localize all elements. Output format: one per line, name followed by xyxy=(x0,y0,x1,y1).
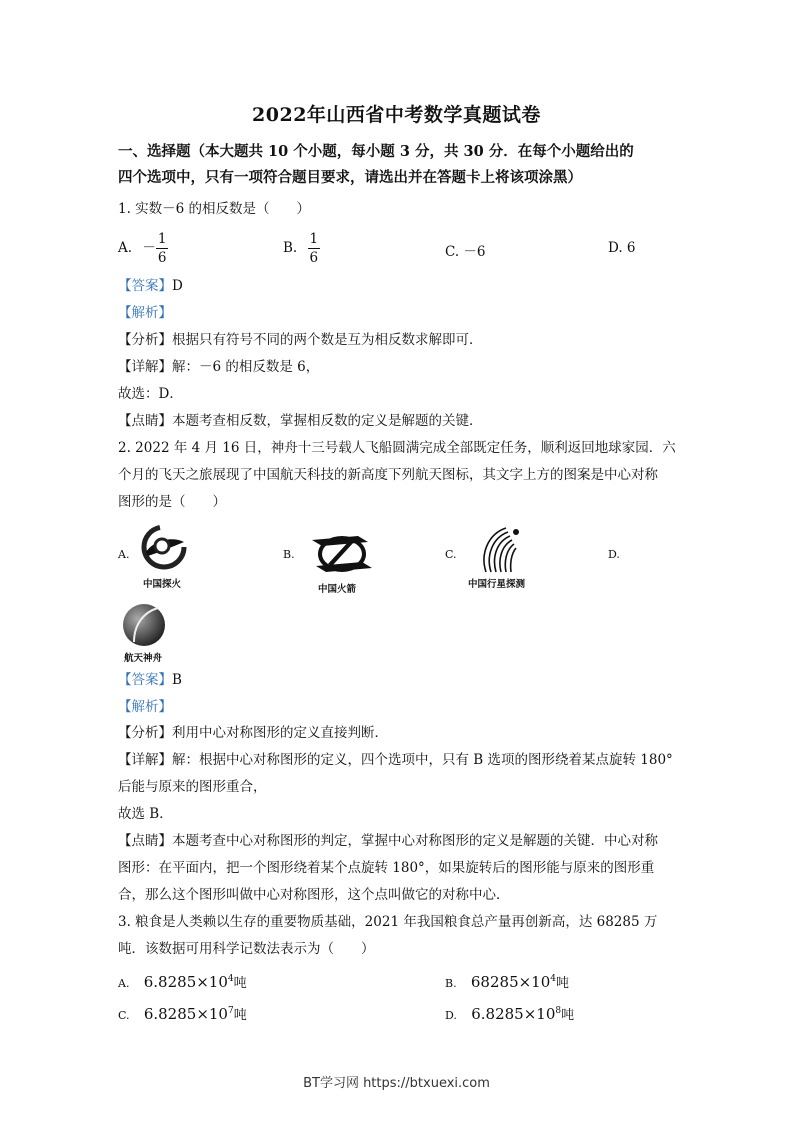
jiexi-tag: 【解析】 xyxy=(118,305,172,321)
q1-xiangjie xyxy=(118,358,319,376)
q2-dianjing-text1: 本题考查中心对称图形的判定，掌握中心对称图形的定义是解题的关键．中心对称 xyxy=(172,833,658,849)
q3-option-b-label: B. xyxy=(445,977,457,990)
q2-answer-value: B xyxy=(172,672,182,688)
q3-option-a-value xyxy=(144,973,234,991)
q1-fenxi-text: 根据只有符号不同的两个数是互为相反数求解即可． xyxy=(172,332,483,348)
q3-option-a-label: A. xyxy=(118,977,130,990)
q3-stem-line2: 吨．该数据可用科学记数法表示为（ ） xyxy=(118,941,375,957)
q2-xiangjie-line1 xyxy=(118,751,673,769)
q2-option-c-label: C. xyxy=(445,548,457,561)
q1-dianjing xyxy=(118,412,483,430)
jiexi-tag: 【解析】 xyxy=(118,699,172,715)
q2-option-d-label: D. xyxy=(608,548,620,561)
mars-exploration-logo-icon xyxy=(138,522,190,572)
dianjing-tag: 【点睛】 xyxy=(118,833,172,849)
answer-tag: 【答案】 xyxy=(118,672,172,688)
q3-option-d-exponent: 8 xyxy=(555,1006,562,1016)
q1-fenxi xyxy=(118,331,483,349)
q1-option-b-fraction xyxy=(308,230,321,267)
q1-option-a-sign: － xyxy=(142,240,156,256)
q2-stem-line1: 2. 2022 年 4 月 16 日，神舟十三号载人飞船圆满完成全部既定任务，顺利返回地球家园．六 xyxy=(118,440,676,456)
fenxi-tag: 【分析】 xyxy=(118,725,172,741)
q2-dianjing-line2: 图形：在平面内，把一个图形绕着某个点旋转 180°，如果旋转后的图形能与原来的图形重 xyxy=(118,860,655,876)
q1-answer-value: D xyxy=(172,278,183,294)
q1-jiexi xyxy=(118,304,172,322)
q2-jiexi xyxy=(118,698,172,716)
q2-dianjing-line1 xyxy=(118,832,658,850)
logo-c-caption: 中国行星探测 xyxy=(468,579,526,590)
q2-option-b-label: B. xyxy=(283,548,295,561)
q1-dianjing-text: 本题考查相反数，掌握相反数的定义是解题的关键． xyxy=(172,413,483,429)
q3-option-c xyxy=(118,1004,247,1023)
logo-b-caption: 中国火箭 xyxy=(318,584,357,595)
q2-guxuan: 故选 B． xyxy=(118,806,173,822)
fenxi-tag: 【分析】 xyxy=(118,332,172,348)
q3-option-b-exponent: 4 xyxy=(550,974,556,984)
q3-option-c-label: C. xyxy=(118,1009,130,1022)
q2-stem-line3: 图形的是（ ） xyxy=(118,494,226,510)
q1-option-a-fraction xyxy=(156,230,169,267)
q1-option-c: C. －6 xyxy=(445,244,486,260)
q1-option-d: D. 6 xyxy=(608,240,636,256)
q1-option-b-denominator: 6 xyxy=(309,250,319,266)
q1-guxuan: 故选：D． xyxy=(118,386,183,402)
q3-option-b-base: 68285×10 xyxy=(470,973,551,991)
q3-option-a-base: 6.8285×10 xyxy=(143,973,228,991)
q3-option-d-base: 6.8285×10 xyxy=(471,1005,556,1023)
q2-fenxi xyxy=(118,724,388,742)
page-title: 2022年山西省中考数学真题试卷 xyxy=(252,104,541,126)
section-heading-line2: 四个选项中，只有一项符合题目要求，请选出并在答题卡上将该项涂黑） xyxy=(118,169,582,186)
q1-answer xyxy=(118,277,183,295)
q3-option-d-value xyxy=(471,1005,561,1023)
q3-option-c-unit: 吨 xyxy=(233,1008,247,1023)
q1-option-b-label: B. xyxy=(283,240,298,256)
shenzhou-logo-icon xyxy=(120,602,168,648)
planetary-exploration-logo-icon xyxy=(476,524,532,576)
answer-tag: 【答案】 xyxy=(118,278,172,294)
q3-option-d-label: D. xyxy=(445,1009,457,1022)
q3-option-a-unit: 吨 xyxy=(233,976,247,991)
q1-option-a-numerator: 1 xyxy=(157,231,167,247)
q1-option-a xyxy=(118,230,168,267)
dianjing-tag: 【点睛】 xyxy=(118,413,172,429)
q1-xiangjie-text: 解：－6 的相反数是 6， xyxy=(172,359,320,375)
q3-option-d-unit: 吨 xyxy=(561,1008,575,1023)
q3-stem-line1: 3. 粮食是人类赖以生存的重要物质基础，2021 年我国粮食总产量再创新高，达 68285 万 xyxy=(118,914,658,930)
china-rocket-logo-icon xyxy=(308,530,376,578)
q1-option-a-label: A. xyxy=(118,240,133,256)
q2-xiangjie-line2: 后能与原来的图形重合， xyxy=(118,779,267,795)
q3-option-d xyxy=(445,1004,574,1023)
q2-xiangjie-text1: 解：根据中心对称图形的定义，四个选项中，只有 B 选项的图形绕着某点旋转 180° xyxy=(172,752,673,768)
q3-option-b-unit: 吨 xyxy=(556,976,570,991)
section-heading-line1: 一、选择题（本大题共 10 个小题，每小题 3 分，共 30 分．在每个小题给出的 xyxy=(118,143,634,160)
site-footer[interactable]: BT学习网 https://btxuexi.com xyxy=(303,1076,490,1091)
q1-stem: 1. 实数－6 的相反数是（ ） xyxy=(118,201,311,217)
q2-dianjing-line3: 合，那么这个图形叫做中心对称图形，这个点叫做它的对称中心． xyxy=(118,887,510,903)
q3-option-a xyxy=(118,972,247,991)
xiangjie-tag: 【详解】 xyxy=(118,752,172,768)
q3-option-b xyxy=(445,972,569,991)
q2-fenxi-text: 利用中心对称图形的定义直接判断． xyxy=(172,725,388,741)
q1-option-b-numerator: 1 xyxy=(309,231,319,247)
q3-option-c-value xyxy=(144,1005,234,1023)
xiangjie-tag: 【详解】 xyxy=(118,359,172,375)
q1-option-b xyxy=(283,230,320,267)
q2-answer xyxy=(118,671,182,689)
logo-a-caption: 中国探火 xyxy=(143,579,182,590)
logo-d-caption: 航天神舟 xyxy=(124,653,163,664)
q3-option-b-value xyxy=(471,973,556,991)
q2-stem-line2: 个月的飞天之旅展现了中国航天科技的新高度下列航天图标，其文字上方的图案是中心对称 xyxy=(118,467,658,483)
q3-option-c-exponent: 7 xyxy=(227,1006,234,1016)
q1-option-a-denominator: 6 xyxy=(157,250,167,266)
q3-option-a-exponent: 4 xyxy=(227,974,234,984)
q2-option-a-label: A. xyxy=(118,548,130,561)
q3-option-c-base: 6.8285×10 xyxy=(143,1005,228,1023)
